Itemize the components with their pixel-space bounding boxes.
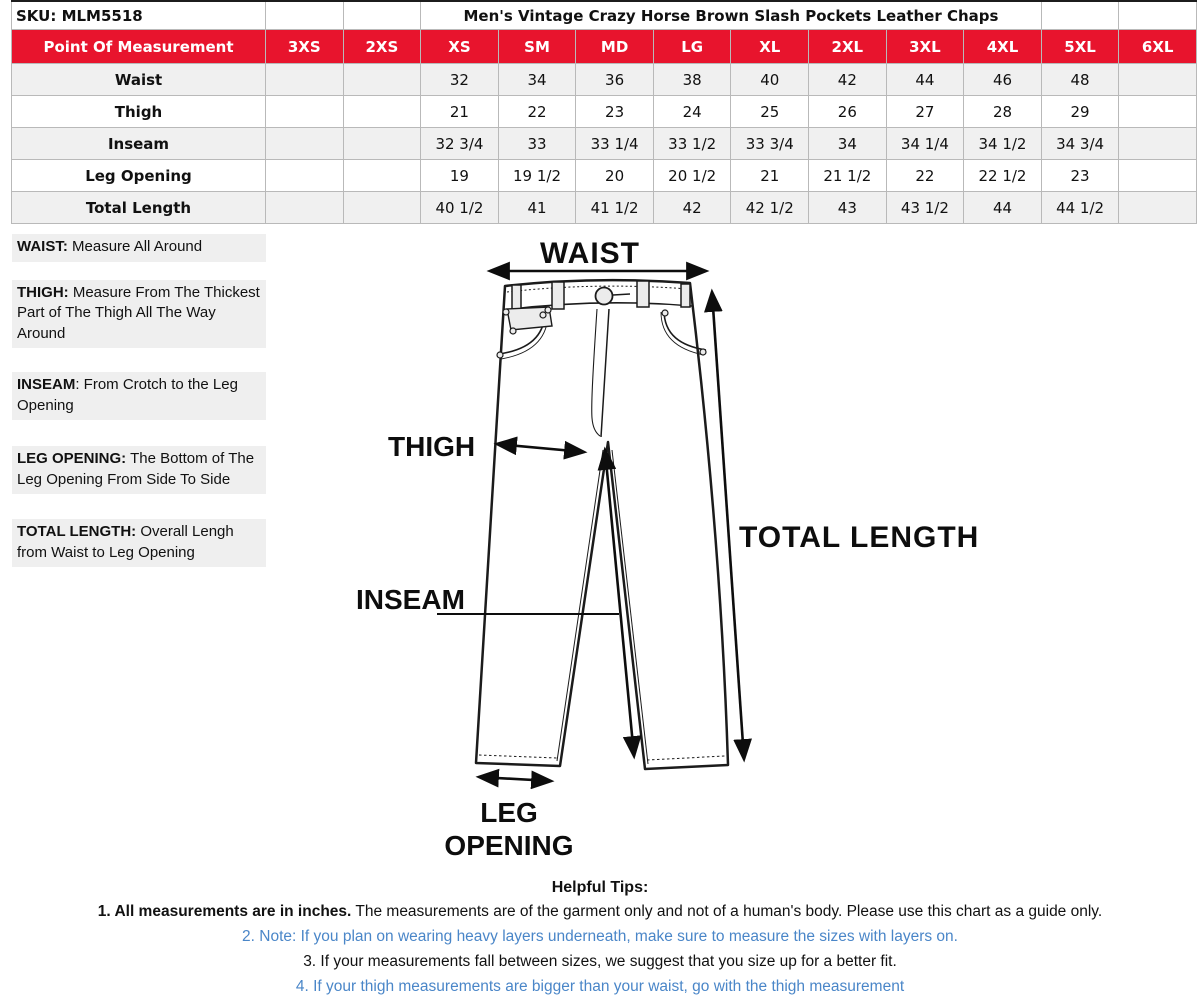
column-header-3xs: 3XS [266,30,344,64]
thigh-arrow [497,444,584,452]
measurement-cell: 28 [964,96,1042,128]
sku-label: SKU: MLM5518 [12,1,266,30]
measurement-definition [12,372,266,420]
table-row [12,64,1197,96]
size-chart-table [11,0,1197,224]
leg-opening-arrow [479,777,551,781]
table-row [12,96,1197,128]
measurement-term: WAIST: [17,238,68,255]
column-header-point-of-measurement: Point Of Measurement [12,30,266,64]
tip-bold-text: 1. All measurements are in inches. [97,903,352,920]
product-title: Men's Vintage Crazy Horse Brown Slash Pockets Leather Chaps [421,1,1042,30]
row-label: Leg Opening [12,160,266,192]
measurement-definition [12,280,266,349]
measurement-cell: 34 [498,64,576,96]
column-header-lg: LG [653,30,731,64]
measurement-cell: 48 [1041,64,1119,96]
measurement-cell [266,64,344,96]
total-length-diagram-label: TOTAL LENGTH [739,521,980,554]
waist-button [596,288,613,305]
measurement-cell: 19 1/2 [498,160,576,192]
helpful-tip-1 [0,903,1200,921]
table-info-row [12,1,1197,30]
info-empty-cell [266,1,344,30]
column-header-xl: XL [731,30,809,64]
measurement-cell: 19 [421,160,499,192]
inseam-diagram-label: INSEAM [356,584,465,615]
measurement-cell: 21 [731,160,809,192]
table-header-row [12,30,1197,64]
helpful-tips [0,879,1200,1003]
measurement-cell: 23 [1041,160,1119,192]
helpful-tips-title: Helpful Tips: [551,879,649,896]
measurement-cell: 40 1/2 [421,192,499,224]
table-row [12,128,1197,160]
measurement-guide [12,234,266,567]
measurement-term: INSEAM [17,376,76,393]
helpful-tip-2 [0,928,1200,946]
measurement-description: : From Crotch to the Leg Opening [17,376,238,414]
column-header-4xl: 4XL [964,30,1042,64]
measurement-cell: 42 1/2 [731,192,809,224]
measurement-cell: 22 1/2 [964,160,1042,192]
measurement-cell [1119,128,1197,160]
measurement-cell: 22 [498,96,576,128]
column-header-xs: XS [421,30,499,64]
measurement-description: Overall Lengh from Waist to Leg Opening [17,523,234,561]
tip-text: 4. If your thigh measurements are bigger than your waist, go with the thigh measurement [295,978,905,995]
measurement-cell: 43 1/2 [886,192,964,224]
measurement-cell [266,192,344,224]
measurement-description: The Bottom of The Leg Opening From Side To Side [17,450,255,488]
measurement-cell: 38 [653,64,731,96]
measurement-definition [12,234,266,262]
measurement-cell: 34 [809,128,887,160]
measurement-cell [343,128,421,160]
measurement-cell: 34 3/4 [1041,128,1119,160]
leg-opening-line1: LEG [480,797,538,828]
info-empty-cell [343,1,421,30]
measurement-cell: 23 [576,96,654,128]
tip-text: The measurements are of the garment only and not of a human's body. Please use this chart as a guide only. [351,903,1103,920]
measurement-cell: 33 [498,128,576,160]
measurement-cell [1119,96,1197,128]
measurement-cell [1119,160,1197,192]
measurement-cell: 24 [653,96,731,128]
measurement-cell: 26 [809,96,887,128]
measurement-cell: 25 [731,96,809,128]
column-header-3xl: 3XL [886,30,964,64]
column-header-sm: SM [498,30,576,64]
measurement-cell: 20 1/2 [653,160,731,192]
measurement-cell [343,160,421,192]
column-header-2xl: 2XL [809,30,887,64]
helpful-tip-3 [0,953,1200,971]
measurement-definition [12,519,266,567]
belt-loop [552,282,564,309]
leg-opening-line2: OPENING [444,830,574,861]
measurement-cell: 34 1/2 [964,128,1042,160]
measurement-cell: 33 1/4 [576,128,654,160]
measurement-cell: 36 [576,64,654,96]
measurement-cell: 32 3/4 [421,128,499,160]
table-row [12,192,1197,224]
measurement-cell: 44 [886,64,964,96]
row-label: Total Length [12,192,266,224]
measurement-cell: 41 [498,192,576,224]
belt-loop [637,281,649,307]
measurement-cell [1119,64,1197,96]
row-label: Thigh [12,96,266,128]
measurement-cell [266,128,344,160]
measurement-cell: 42 [809,64,887,96]
front-pockets [497,307,706,359]
measurement-cell: 21 1/2 [809,160,887,192]
measurement-cell: 27 [886,96,964,128]
table-row [12,160,1197,192]
measurement-cell: 20 [576,160,654,192]
helpful-tip-4 [0,978,1200,996]
measurement-cell: 44 1/2 [1041,192,1119,224]
measurement-cell [343,64,421,96]
waist-diagram-label: WAIST [540,237,640,270]
thigh-diagram-label: THIGH [388,431,476,462]
measurement-cell [266,160,344,192]
leg-opening-diagram-label [436,796,582,862]
measurement-cell: 41 1/2 [576,192,654,224]
measurement-cell: 42 [653,192,731,224]
info-empty-cell [1119,1,1197,30]
measurement-cell: 33 1/2 [653,128,731,160]
measurement-cell: 46 [964,64,1042,96]
measurement-cell: 33 3/4 [731,128,809,160]
measurement-description: Measure All Around [67,238,203,255]
seams-hems [479,450,725,764]
row-label: Waist [12,64,266,96]
measurement-term: THIGH: [17,283,69,301]
column-header-2xs: 2XS [343,30,421,64]
measurement-cell [266,96,344,128]
fly-stitching [592,309,609,437]
measurement-term: TOTAL LENGTH: [17,523,137,540]
measurement-cell: 34 1/4 [886,128,964,160]
measurement-cell: 44 [964,192,1042,224]
measurement-description: Measure From The Thickest Part of The Thigh All The Way Around [17,283,260,342]
measurement-cell: 32 [421,64,499,96]
tip-text: 3. If your measurements fall between sizes, we suggest that you size up for a better fit. [303,953,897,970]
belt-loop [681,284,690,307]
measurement-cell [343,192,421,224]
measurement-definition [12,446,266,494]
measurement-cell: 29 [1041,96,1119,128]
measurement-cell: 21 [421,96,499,128]
column-header-6xl: 6XL [1119,30,1197,64]
column-header-5xl: 5XL [1041,30,1119,64]
belt-loop [512,285,521,310]
tip-text: 2. Note: If you plan on wearing heavy layers underneath, make sure to measure the sizes with layers on. [242,928,958,945]
measurement-term: LEG OPENING: [17,450,127,467]
row-label: Inseam [12,128,266,160]
waistband [504,281,692,310]
measurement-cell: 43 [809,192,887,224]
measurement-cell [1119,192,1197,224]
pants-outline [476,280,728,769]
column-header-md: MD [576,30,654,64]
measurement-cell: 22 [886,160,964,192]
info-empty-cell [1041,1,1119,30]
measurement-cell [343,96,421,128]
measurement-cell: 40 [731,64,809,96]
